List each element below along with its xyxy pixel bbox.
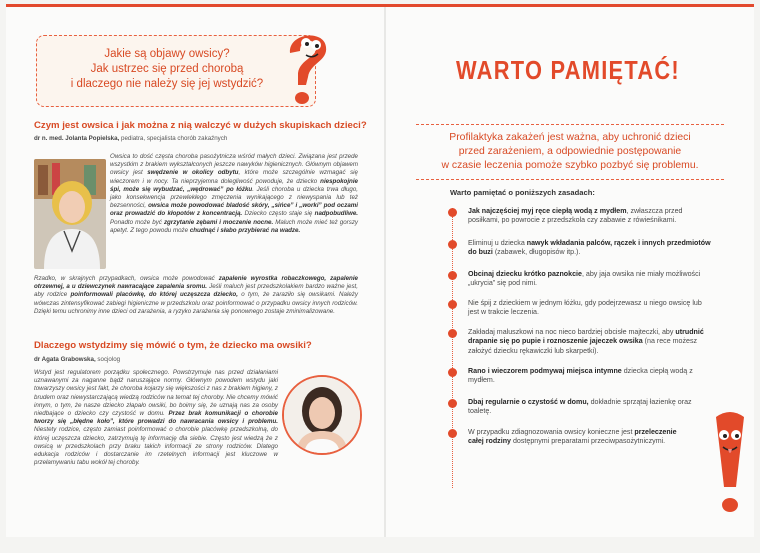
- section2-author-role: socjolog: [97, 356, 121, 363]
- bullet-dot: [448, 208, 457, 217]
- item-7-bold: Dbaj regularnie o czystość w domu,: [468, 398, 589, 406]
- s1-b8: poinformowali placówkę, do której uczęszcza dziecko,: [70, 291, 238, 299]
- sociologist-photo: [282, 375, 362, 455]
- question-line-1: Jakie są objawy owsicy?: [104, 48, 230, 60]
- principles-label: Warto pamiętać o poniższych zasadach:: [450, 188, 595, 197]
- sociologist-portrait: [284, 377, 360, 453]
- bullet-dot: [448, 329, 457, 338]
- exclamation-mark-character-icon: [708, 407, 752, 527]
- bullet-dot: [448, 399, 457, 408]
- item-1-bold: Jak najczęściej myj ręce ciepłą wodą z mydłem: [468, 207, 627, 215]
- item-2-pre: Eliminuj u dziecka: [468, 239, 525, 247]
- remember-title: WARTO PAMIĘTAĆ!: [456, 55, 680, 85]
- s2-b1: Przez brak komunikacji o chorobie tworzy się „błędne koło”, które prowadzi do nawracania owsicy i problemu.: [34, 410, 278, 426]
- item-8-rest: dostępnymi preparatami przeciwpasożytniczymi.: [512, 437, 666, 446]
- section1-para-a: [110, 153, 358, 235]
- list-item: [468, 398, 694, 417]
- intro-line-3: w czasie leczenia pomoże szybko pozbyć się problemu.: [441, 160, 699, 171]
- s1-t3: . Jeśli choroba u dziecka trwa długo, jako konsekwencja przewlekłego zmęczenia wynikającego z niewyspania lub też bezsenności,: [110, 185, 358, 210]
- question-box: [36, 35, 316, 107]
- s1-b7: zapalenie wyrostka robaczkowego, zapalenie otrzewnej, a u dziewczynek nawracające zapalenia sromu.: [34, 275, 358, 291]
- s1-t7: Rzadko, w skrajnych przypadkach, owsica może powodować: [34, 275, 215, 282]
- section2-heading: Dlaczego wstydzimy się mówić o tym, że dziecko ma owsiki?: [34, 340, 312, 351]
- right-page: [386, 7, 754, 537]
- item-1-rest: , zwłaszcza przed posiłkami, po powrocie z przedszkola czy zabawie z rówieśnikami.: [468, 207, 683, 225]
- bullet-connector-line: [452, 208, 453, 488]
- s1-t2: , które może szczególnie wzmagać się wieczorem i w nocy. Ta nieprzyjemna dolegliwość powoduje, że dziecko: [110, 169, 358, 185]
- s1-b4: nadpobudliwe.: [314, 210, 358, 218]
- question-line-2: Jak ustrzec się przed chorobą: [90, 63, 244, 75]
- section1-author: [34, 135, 227, 142]
- bullet-dot: [448, 271, 457, 280]
- section2-author: [34, 356, 120, 363]
- s1-b3: owsica może powodować bladość skóry, „sińce” i „worki” pod oczami oraz prowadzić do kłopotów z koncentracją.: [110, 202, 358, 218]
- section1-heading: Czym jest owsica i jak można z nią walczyć w dużych skupiskach dzieci?: [34, 120, 367, 131]
- list-item: [468, 328, 714, 356]
- s2-p1: Wstyd jest regulatorem porządku społecznego. Powstrzymuje nas przed działaniami uznawanymi za naganne bądź naruszające normy. Głównym powodem wstydu jaki towarzyszy owsicy jest fakt, że choroba kojarzy się większości z nas z brakiem higieny, z brudem oraz niewystarczającą wiedzą rodziców na temat tej choroby. Nie chcemy mówić innym, o tym, że nasze dziecko złapało owsiki, bo boimy się, że uznają nas za osoby niedbające o dziecko czy czystość w domu.: [34, 369, 278, 418]
- s1-t9: o tym, że zaraziło się owsikami. Należy wówczas zintensyfikować zabiegi higieniczne w przedszkolu oraz poinformować o przypadku owsicy innych rodziców. Dzięki temu uchronimy inne dzieci od zarażenia, a ryzyko zarażenia się ponownego zostaje zminimalizowane.: [34, 291, 358, 315]
- list-item: [468, 207, 714, 226]
- s1-t4: Dziecko często staje się: [244, 210, 313, 218]
- question-line-3: i dlaczego nie należy się jej wstydzić?: [70, 78, 264, 90]
- list-item: [468, 367, 714, 386]
- item-4-rest: Nie śpij z dzieckiem w jednym łóżku, gdy podejrzewasz u niego owsicę lub jest w trakcie leczenia.: [468, 299, 702, 317]
- intro-line-1: Profilaktyka zakażeń jest ważna, aby uchronić dzieci: [449, 132, 691, 143]
- s1-p1: Owsica to dość częsta choroba pasożytnicza wśród małych dzieci. Związana jest przede wszystkim z brakiem wykształconych jeszcze nawyków higienicznych. Głównym objawem owsicy jest: [110, 153, 358, 177]
- item-3-bold: Obcinaj dziecku krótko paznokcie: [468, 270, 582, 278]
- section1-para-b: [34, 275, 358, 316]
- list-item: [468, 239, 714, 258]
- item-8-pre: W przypadku zdiagnozowania owsicy konieczne jest: [468, 428, 633, 436]
- section1-author-name: dr n. med. Jolanta Popielska,: [34, 135, 120, 142]
- list-item: [468, 428, 694, 447]
- s1-t5: Ponadto może być: [110, 218, 162, 226]
- item-8-bold: przeleczenie całej rodziny: [468, 428, 677, 446]
- item-3-rest: , aby jaja owsika nie miały możliwości „ukrycia” się pod nimi.: [468, 270, 701, 288]
- s2-t2: Niestety rodzice, często zamiast poinformować o chorobie placówkę przedszkolną, do której uczęszcza dziecko, zatrzymują tę informację dla siebie. Często jest wiedzą że z owsicą w przedszkolach przy braku takich informacji ze strony rodziców. Dlatego edukacja rodziców i dostarczanie im rzetelnych informacji jest kluczowe w przełamywaniu tabu wokół tej choroby.: [34, 426, 278, 467]
- intro-box: [416, 124, 724, 180]
- s1-b2: niespokojnie śpi, może się wybudzać, „wędrować” po łóżku: [110, 177, 358, 193]
- s1-b6: chudnąć i słabo przybierać na wadze.: [189, 226, 301, 234]
- section1-author-role: pediatra, specjalista chorób zakaźnych: [121, 135, 228, 142]
- item-5-rest: (na rece możesz założyć dziecku rękawiczki lub skarpetki).: [468, 337, 698, 355]
- s1-t8: Jeśli maluch jest przedszkolakiem bardzo ważne jest, aby rodzice: [34, 283, 358, 299]
- item-6-bold: Rano i wieczorem podmywaj miejsca intymne: [468, 367, 622, 375]
- list-item: [468, 299, 714, 318]
- intro-line-2: przed zarażeniem, a odpowiednie postępowanie: [458, 146, 682, 157]
- s1-t6: Maluch może mieć też gorszy apetyt. Z tego powodu może: [110, 218, 359, 234]
- bullet-dot: [448, 240, 457, 249]
- bullet-dot: [448, 300, 457, 309]
- list-item: [468, 270, 714, 289]
- s1-b1: swędzenie w okolicy odbytu: [147, 169, 239, 177]
- item-2-rest: (zabawek, długopisów itp.).: [494, 248, 581, 257]
- question-mark-character-icon: [276, 23, 336, 113]
- doctor-photo: [34, 159, 106, 269]
- bullet-dot: [448, 368, 457, 377]
- item-7-rest: dokładnie sprzątaj łazienkę oraz toaletę.: [468, 398, 692, 416]
- item-6-rest: dziecka ciepłą wodą z mydłem.: [468, 367, 693, 385]
- item-2-bold: nawyk wkładania palców, rączek i innych przedmiotów do buzi: [468, 239, 711, 257]
- section2-para: [34, 369, 278, 467]
- s1-b5: zgrzytanie zębami i moczenie nocne.: [163, 218, 274, 226]
- leaflet-sheet: [6, 4, 754, 537]
- left-page: [6, 7, 384, 537]
- section2-author-name: dr Agata Grabowska,: [34, 356, 96, 363]
- item-5-pre: Zakładaj maluszkowi na noc nieco bardziej obcisłe majteczki, aby: [468, 328, 674, 336]
- item-5-bold: utrudnić drapanie się po pupie i roznoszenie jajeczek owsika: [468, 328, 704, 346]
- bullet-dot: [448, 429, 457, 438]
